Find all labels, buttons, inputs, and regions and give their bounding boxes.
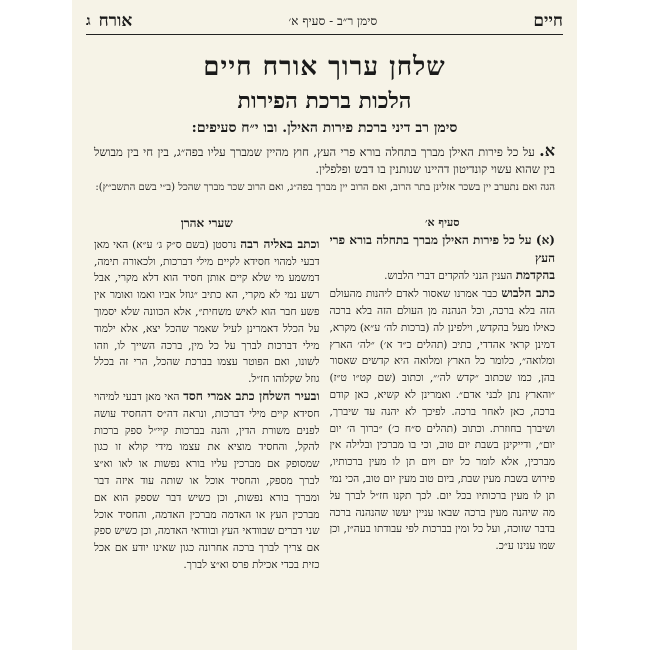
intro-text: הענין הנני להקדים דברי הלבוש. xyxy=(384,270,513,283)
gloss-text: הגה ואם נתערב יין בשכר אזלינן בתר הרוב, ואם הרוב יין מברך בפה״ג, ואם הרוב שכר מברך שהכל (ב״י בשם התשב״ץ): xyxy=(95,182,555,193)
siman-heading: סימן רב דיני ברכת פירות האילן. ובו י״ח סעיפים: xyxy=(191,120,458,136)
aruch-hashulchan-label: ובעיר השלחן כתב אמרי חסד xyxy=(183,388,320,403)
document-page xyxy=(72,0,577,650)
commentary-columns xyxy=(94,215,555,642)
main-text xyxy=(94,142,555,195)
page-title: שלחן ערוך אורח חיים xyxy=(203,52,446,82)
lead-letter: א. xyxy=(539,141,555,160)
header-right-group xyxy=(533,11,563,31)
right-column-body: כבר אמרנו שאסור לאדם ליהנות מהעולם הזה בלא ברכה, וכל הנהנה מן העולם הזה בלא ברכה כאילו מעל בהקדש, וילפינן לה (ברכות לה׳ ע״א) מקרא, דמינן קראי אהדדי, כתיב (תהלים כ״ד א׳) ״לה׳ הארץ ומלואה״, כלומר כל הארץ ומלואה היא קדשים שאסור בהן, כמו שכתוב ״קדש לה׳״, וכתוב (שם קט״ו ט״ז) ״והארץ נתן לבני אדם״. ואמרינן לא קשיא, כאן קודם ברכה, כאן לאחר ברכה. לפיכך לא יהנה עד שיברך, ושיברך בחוזרת. וכתוב (תהלים ס״ח כ׳) ״ברוך ה׳ יום יום״, ודייקינן בשבת יום טוב, וכי בו מברכין ובלילה אין מברכין, אלא לומר כל יום ויום תן לו מעין ברכותיו, פירוש בשבת מעין שבת, ביום טוב מעין יום טוב, הכי נמי תן לו מעין ברכותיו בכל יום. לכך תקנו חז״ל לברך על מה שיהנה מעין ברכה שבאו עניין יעשו שהנהנה ברכה בדבר שזוכה, ועל כל ומין בברכות לפי עבודתו בעה״ז, וכן שמו ענינו ע״כ. xyxy=(329,288,555,553)
section-title: הלכות ברכת הפירות xyxy=(237,88,412,114)
left-column-body-2: האי מאן דבעי למיהוי חסידא קיים מילי דברכות, ונראה דה״ס דהחסיד עושה לפנים משורת הדין, והנה בברכות קיי״ל ספק ברכות להקל, והחסיד מוציא את עצמו מידי קולא זו כגון שמסופק אם מברכין עליו בורא נפשות או לאו וא״צ לברך מספק, והחסיד אוכל או שותה עוד איזה דבר ומברך בורא נפשות, וכן כשיש דבר שספק הוא אם מברכין העץ או האדמה מברכין האדמה, והחסיד אוכל שני דברים שבוודאי העץ ובוודאי האדמה, וכן כשיש ספק אם צריך לברך ברכה אחרונה כגון שאינו יודע אם אכל כזית בכדי אכילת פרס וא״צ לברך. xyxy=(94,390,320,571)
page-letter: ג xyxy=(86,12,91,29)
left-column-body-1: נרסטן (בשם ס״ק ג׳ ע״א) האי מאן דבעי למהוי חסידא לקיים מילי דברכות, ולכאורה תימה, דמשמע מי שלא קיים אותן חסיד הוא דלא מקרי, אבל רשע נמי לא מקרי, הא כתיב ״גוזל אביו ואמו ואומר אין פשע חבר הוא לאיש משחית״, אלא הכוונה שלא יסמוך על הכלל דאמרינן לעיל שאמר שהכל יצא, אלא ילמוד מילי דברכות לברך על כל מין, ברכה השייך לו, וזהו לשונו, ואם הפוטר עצמו בברכת שהכל, הרי זה בכלל גוזל שקלוהו חז״ל. xyxy=(94,238,320,386)
left-column-heading: שערי אהרן xyxy=(180,216,233,230)
right-column-lead: (א) על כל פירות האילן מברך בתחלה בורא פרי העץ xyxy=(329,232,555,265)
running-header xyxy=(86,8,563,35)
header-siman-label: סימן ר״ב - סעיף א׳ xyxy=(288,13,378,28)
header-section-word: חיים xyxy=(533,11,563,31)
header-left-group xyxy=(86,11,132,31)
main-text-body: על כל פירות האילן מברך בתחלה בורא פרי העץ, חוץ מהיין שמברך עליו בפה״ג, בין חי בין מבושל בין שהוא עשוי קונדיטון דהיינו שנותנין בו דבש ופלפלין. xyxy=(94,145,555,176)
levush-label: כתב הלבוש xyxy=(501,286,555,301)
right-column xyxy=(330,215,556,642)
intro-label: בהקדמת xyxy=(515,268,555,283)
header-book-word: אורח xyxy=(98,11,133,31)
left-column xyxy=(94,215,320,642)
se-if-label: סעיף א׳ xyxy=(425,216,460,229)
eliyah-rabbah-label: וכתב באליה רבה xyxy=(240,236,320,251)
